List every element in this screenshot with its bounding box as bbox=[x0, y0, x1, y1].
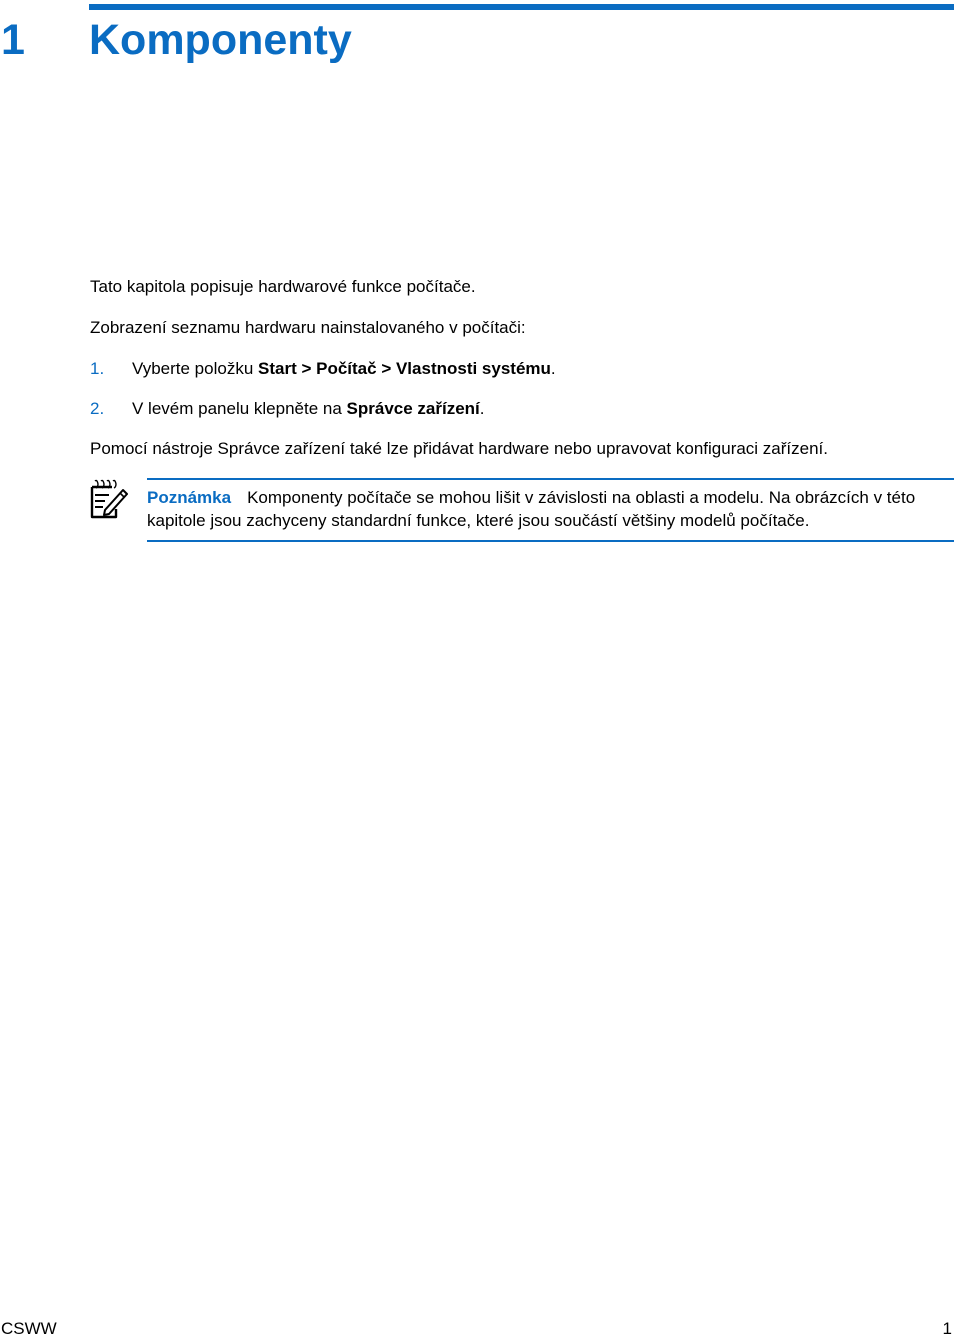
chapter-title bbox=[1, 12, 352, 68]
list-intro-paragraph: Zobrazení seznamu hardwaru nainstalovaného v počítači: bbox=[90, 318, 526, 337]
step-bold-system-properties: Vlastnosti systému bbox=[395, 359, 551, 378]
step-number: 2. bbox=[90, 399, 105, 418]
chapter-number: 1 bbox=[1, 16, 25, 64]
step-bold-start: Start bbox=[258, 359, 297, 378]
device-manager-paragraph: Pomocí nástroje Správce zařízení také lze přidávat hardware nebo upravovat konfiguraci zařízení. bbox=[90, 439, 828, 458]
footer-label: CSWW bbox=[1, 1319, 57, 1338]
page-number: 1 bbox=[942, 1319, 952, 1338]
step-1 bbox=[90, 358, 556, 380]
chapter-title-text: Komponenty bbox=[89, 16, 352, 64]
step-number: 1. bbox=[90, 359, 105, 378]
intro-paragraph: Tato kapitola popisuje hardwarové funkce počítače. bbox=[90, 277, 476, 296]
step-end: . bbox=[550, 359, 556, 378]
step-bold-device-manager: Správce zařízení bbox=[346, 399, 480, 418]
note-icon bbox=[88, 479, 130, 521]
chapter-top-rule bbox=[89, 4, 954, 10]
step-2 bbox=[90, 398, 485, 420]
note-box bbox=[147, 478, 954, 542]
step-text: V levém panelu klepněte na bbox=[132, 399, 347, 418]
note-text: Komponenty počítače se mohou lišit v závislosti na oblasti a modelu. Na obrázcích v této kapitole jsou zachyceny standardní funkce, které jsou součástí většiny modelů počítače. bbox=[147, 488, 916, 530]
step-separator: > bbox=[376, 359, 396, 378]
step-bold-computer: Počítač bbox=[316, 359, 377, 378]
step-end: . bbox=[479, 399, 485, 418]
step-separator: > bbox=[296, 359, 317, 378]
step-text: Vyberte položku bbox=[132, 359, 258, 378]
note-label: Poznámka bbox=[147, 488, 232, 507]
